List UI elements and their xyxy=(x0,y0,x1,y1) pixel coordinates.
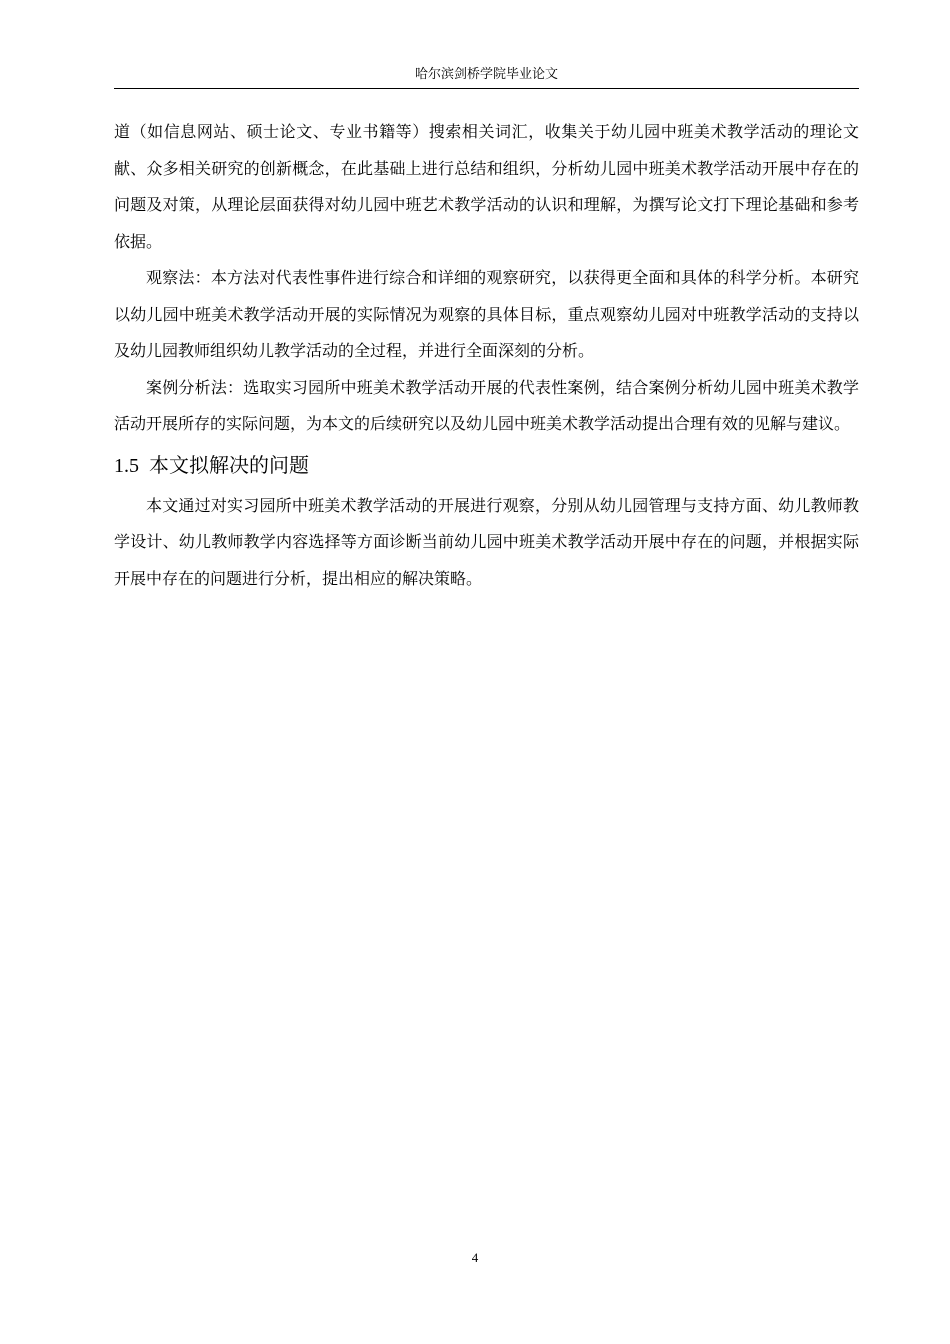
paragraph-literature-method-continued: 道（如信息网站、硕士论文、专业书籍等）搜索相关词汇，收集关于幼儿园中班美术教学活动的理论文献、众多相关研究的创新概念，在此基础上进行总结和组织，分析幼儿园中班美术教学活动开展中存在的问题及对策，从理论层面获得对幼儿园中班艺术教学活动的认识和理解，为撰写论文打下理论基础和参考依据。 xyxy=(114,122,859,251)
paragraph-observation-method: 观察法：本方法对代表性事件进行综合和详细的观察研究，以获得更全面和具体的科学分析。本研究以幼儿园中班美术教学活动开展的实际情况为观察的具体目标，重点观察幼儿园对中班教学活动的支持以及幼儿园教师组织幼儿教学活动的全过程，并进行全面深刻的分析。 xyxy=(114,268,859,360)
paragraph-case-analysis-method: 案例分析法：选取实习园所中班美术教学活动开展的代表性案例，结合案例分析幼儿园中班美术教学活动开展所存的实际问题，为本文的后续研究以及幼儿园中班美术教学活动提出合理有效的见解与建议。 xyxy=(114,377,859,433)
document-body xyxy=(114,114,859,597)
section-number: 1.5 xyxy=(114,454,139,477)
header-title: 哈尔滨剑桥学院毕业论文 xyxy=(414,67,558,82)
page-number: 4 xyxy=(471,1250,479,1265)
page-header xyxy=(114,66,859,89)
paragraph-problems-to-solve: 本文通过对实习园所中班美术教学活动的开展进行观察，分别从幼儿园管理与支持方面、幼儿教师教学设计、幼儿教师教学内容选择等方面诊断当前幼儿园中班美术教学活动开展中存在的问题，并根据实际开展中存在的问题进行分析，提出相应的解决策略。 xyxy=(114,495,859,588)
section-title: 本文拟解决的问题 xyxy=(149,452,309,477)
section-heading xyxy=(114,443,859,488)
